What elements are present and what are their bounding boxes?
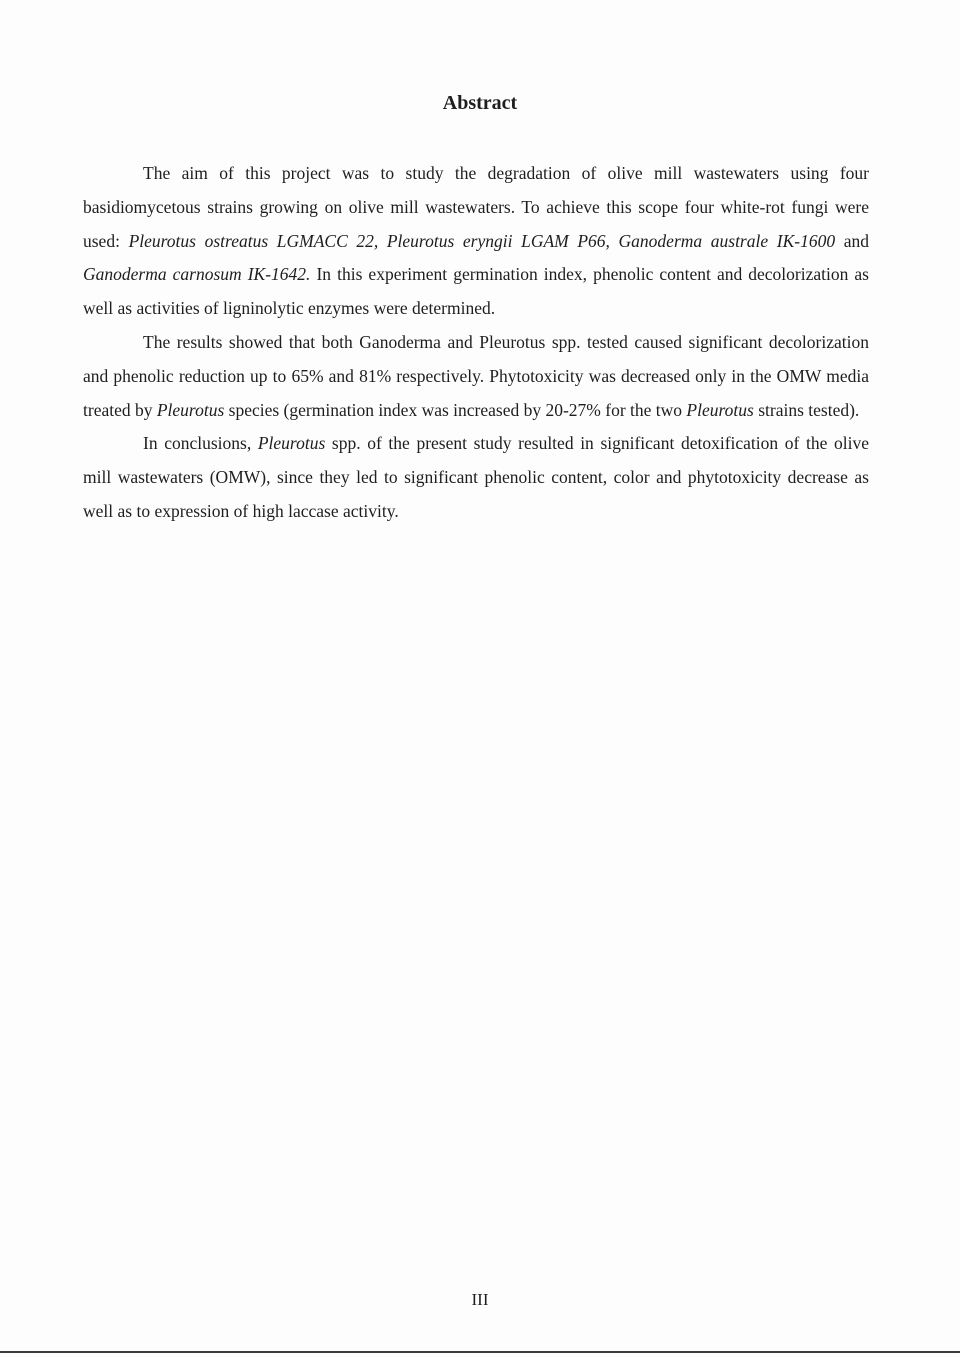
text-run: In this experiment germination index, phenolic content and decolorization as well as activities of ligninolytic enzymes were determined. xyxy=(83,264,869,319)
species-name: Pleurotus xyxy=(257,433,326,454)
text-run: species (germination index was increased by 20-27% for the two xyxy=(224,399,687,420)
abstract-paragraph xyxy=(83,157,869,326)
abstract-body xyxy=(83,157,869,529)
text-run: The aim of this project was to study the degradation of olive mill wastewaters using four basidiomycetous strains growing on olive mill wastewaters. To achieve this scope four white-rot fungi were used: xyxy=(83,163,869,251)
species-name: Pleurotus ostreatus LGMACC 22, Pleurotus eryngii LGAM P66, Ganoderma australe IK-1600 xyxy=(128,230,836,251)
text-run: The results showed that both Ganoderma and Pleurotus spp. tested caused significant decolorization and phenolic reduction up to 65% and 81% respectively. Phytotoxicity was decreased only in the OMW media treated by xyxy=(83,331,869,420)
page-bottom-edge xyxy=(0,1351,960,1353)
species-name: Pleurotus xyxy=(156,399,225,420)
text-run: and xyxy=(835,230,869,251)
text-run: spp. of the present study resulted in significant detoxification of the olive mill wastewaters (OMW), since they led to significant phenolic content, color and phytotoxicity decrease as well as to expression of high laccase activity. xyxy=(83,433,869,521)
page-number: III xyxy=(471,1290,489,1309)
page-title: Abstract xyxy=(442,92,518,114)
text-run: In conclusions, xyxy=(143,433,258,454)
species-name: Ganoderma carnosum IK-1642. xyxy=(83,264,311,285)
text-run: strains tested). xyxy=(753,399,860,420)
abstract-paragraph xyxy=(83,326,869,427)
species-name: Pleurotus xyxy=(686,399,754,420)
abstract-paragraph xyxy=(83,427,869,528)
